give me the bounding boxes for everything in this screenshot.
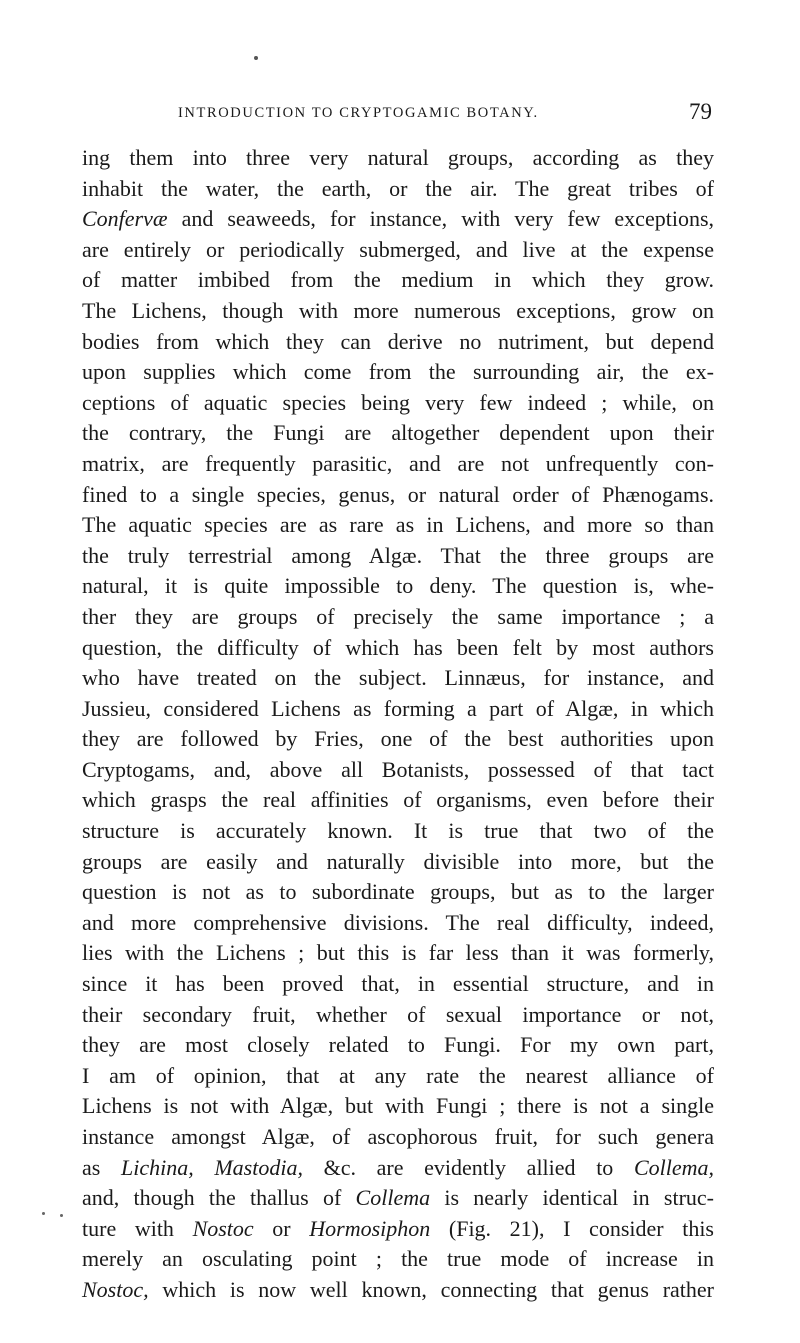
body-text bbox=[82, 143, 714, 1306]
text-line bbox=[82, 969, 714, 1000]
text-segment: ther they are groups of precisely the same importance ; a bbox=[82, 603, 714, 629]
text-segment: The aquatic species are as rare as in Lichens, and more so than bbox=[82, 512, 714, 538]
text-line bbox=[82, 541, 714, 572]
text-segment: is nearly identical in struc- bbox=[430, 1185, 714, 1211]
text-line bbox=[82, 449, 714, 480]
text-line bbox=[82, 327, 714, 358]
print-speck bbox=[42, 1212, 45, 1215]
text-line bbox=[82, 908, 714, 939]
text-line bbox=[82, 1000, 714, 1031]
text-line bbox=[82, 418, 714, 449]
text-segment: or bbox=[253, 1215, 310, 1241]
italic-text: Collema, bbox=[633, 1154, 715, 1180]
text-segment: (Fig. 21), I consider this bbox=[430, 1215, 714, 1241]
text-line bbox=[82, 1122, 714, 1153]
text-segment: groups are easily and naturally divisible into more, but the bbox=[82, 848, 714, 874]
text-segment: of matter imbibed from the medium in which they grow. bbox=[82, 267, 714, 293]
text-segment: ceptions of aquatic species being very few indeed ; while, on bbox=[82, 389, 714, 415]
text-segment: The Lichens, though with more numerous exceptions, grow on bbox=[82, 297, 714, 323]
text-segment: structure is accurately known. It is true that two of the bbox=[82, 818, 714, 844]
text-line bbox=[82, 785, 714, 816]
text-line bbox=[82, 1244, 714, 1275]
text-segment: matrix, are frequently parasitic, and are not unfrequently con- bbox=[82, 450, 714, 476]
italic-text: Collema bbox=[355, 1185, 431, 1211]
text-segment: which is now well known, connecting that genus rather bbox=[148, 1276, 714, 1302]
text-segment: and seaweeds, for instance, with very few exceptions, bbox=[167, 206, 714, 232]
text-segment: their secondary fruit, whether of sexual importance or not, bbox=[82, 1001, 714, 1027]
text-segment: ture with bbox=[82, 1215, 193, 1241]
text-segment: fined to a single species, genus, or natural order of Phænogams. bbox=[82, 481, 714, 507]
text-segment: they are followed by Fries, one of the best authorities upon bbox=[82, 726, 714, 752]
text-line bbox=[82, 1061, 714, 1092]
text-line bbox=[82, 204, 714, 235]
text-line bbox=[82, 143, 714, 174]
text-segment: and, though the thallus of bbox=[82, 1185, 356, 1211]
text-segment: which grasps the real affinities of organisms, even before their bbox=[82, 787, 714, 813]
text-segment: bodies from which they can derive no nutriment, but depend bbox=[82, 328, 714, 354]
text-line bbox=[82, 694, 714, 725]
running-title: INTRODUCTION TO CRYPTOGAMIC BOTANY. bbox=[178, 105, 539, 121]
text-line bbox=[82, 847, 714, 878]
text-segment: who have treated on the subject. Linnæus, for instance, and bbox=[82, 665, 714, 691]
text-line bbox=[82, 571, 714, 602]
text-segment: question, the difficulty of which has been felt by most authors bbox=[82, 634, 714, 660]
text-segment: the contrary, the Fungi are altogether dependent upon their bbox=[82, 420, 714, 446]
text-line bbox=[82, 877, 714, 908]
text-line bbox=[82, 1153, 714, 1184]
running-head bbox=[82, 99, 714, 129]
italic-text: Lichina, Mastodia, bbox=[120, 1154, 303, 1180]
text-line bbox=[82, 755, 714, 786]
text-line bbox=[82, 938, 714, 969]
text-segment: Cryptogams, and, above all Botanists, possessed of that tact bbox=[82, 756, 714, 782]
text-line bbox=[82, 724, 714, 755]
text-line bbox=[82, 633, 714, 664]
italic-text: Nostoc bbox=[192, 1215, 254, 1241]
text-segment: ing them into three very natural groups, according as they bbox=[82, 145, 714, 170]
text-line bbox=[82, 663, 714, 694]
text-line bbox=[82, 235, 714, 266]
text-segment: Jussieu, considered Lichens as forming a part of Algæ, in which bbox=[82, 695, 714, 721]
text-segment: lies with the Lichens ; but this is far less than it was formerly, bbox=[82, 940, 714, 966]
text-line bbox=[82, 388, 714, 419]
text-segment: &c. are evidently allied to bbox=[302, 1154, 634, 1180]
italic-text: Confervæ bbox=[82, 206, 168, 232]
text-line bbox=[82, 816, 714, 847]
text-line bbox=[82, 265, 714, 296]
text-line bbox=[82, 1091, 714, 1122]
text-segment: merely an osculating point ; the true mode of increase in bbox=[82, 1246, 714, 1272]
text-line bbox=[82, 1030, 714, 1061]
text-segment: I am of opinion, that at any rate the nearest alliance of bbox=[82, 1062, 714, 1088]
italic-text: Nostoc, bbox=[82, 1276, 149, 1302]
text-segment: and more comprehensive divisions. The real difficulty, indeed, bbox=[82, 909, 714, 935]
text-line bbox=[82, 1275, 714, 1306]
text-line bbox=[82, 1183, 714, 1214]
text-line bbox=[82, 510, 714, 541]
text-line bbox=[82, 296, 714, 327]
text-segment: since it has been proved that, in essential structure, and in bbox=[82, 971, 714, 997]
text-segment: natural, it is quite impossible to deny. The question is, whe- bbox=[82, 573, 714, 599]
text-segment: instance amongst Algæ, of ascophorous fruit, for such genera bbox=[82, 1124, 714, 1149]
text-line bbox=[82, 1214, 714, 1245]
text-line bbox=[82, 480, 714, 511]
text-segment: inhabit the water, the earth, or the air. The great tribes of bbox=[82, 175, 714, 201]
print-speck bbox=[60, 1214, 63, 1217]
italic-text: Hormosiphon bbox=[309, 1215, 431, 1241]
text-segment: they are most closely related to Fungi. For my own part, bbox=[82, 1032, 714, 1058]
text-segment: Lichens is not with Algæ, but with Fungi ; there is not a single bbox=[82, 1093, 714, 1119]
text-line bbox=[82, 174, 714, 205]
text-segment: question is not as to subordinate groups, but as to the larger bbox=[82, 879, 714, 905]
text-segment: as bbox=[82, 1154, 121, 1180]
page-number: 79 bbox=[689, 99, 712, 124]
text-line bbox=[82, 602, 714, 633]
text-segment: the truly terrestrial among Algæ. That the three groups are bbox=[82, 542, 714, 568]
print-speck bbox=[254, 56, 258, 60]
text-segment: upon supplies which come from the surrounding air, the ex- bbox=[82, 359, 714, 385]
text-segment: are entirely or periodically submerged, and live at the expense bbox=[82, 236, 714, 262]
text-line bbox=[82, 357, 714, 388]
